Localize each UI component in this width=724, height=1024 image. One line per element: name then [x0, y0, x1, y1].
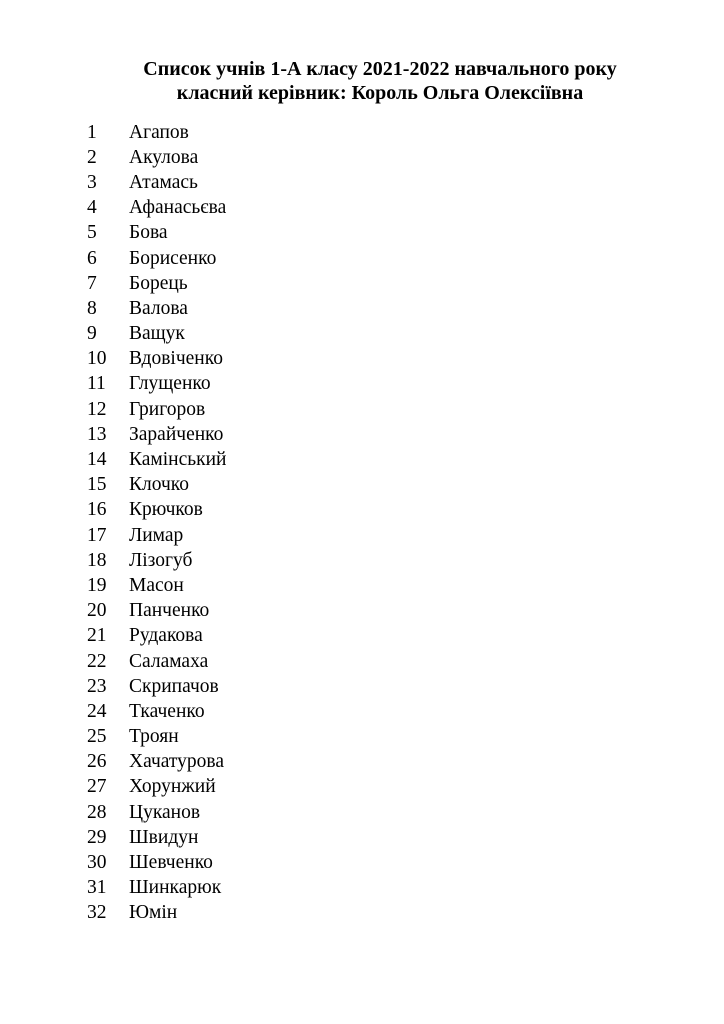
- list-item: [87, 372, 227, 397]
- list-item: [87, 145, 227, 170]
- list-item: [87, 599, 227, 624]
- row-number: 12: [87, 398, 107, 420]
- list-item: [87, 271, 227, 296]
- row-number: 25: [87, 726, 107, 748]
- list-item: [87, 674, 227, 699]
- row-number: 26: [87, 751, 107, 773]
- list-item: [87, 699, 227, 724]
- student-surname: Бова: [129, 222, 168, 244]
- student-surname: Панченко: [129, 600, 210, 622]
- student-surname: Скрипачов: [129, 675, 219, 697]
- row-number: 10: [87, 348, 107, 370]
- student-surname: Швидун: [129, 826, 199, 848]
- row-number: 17: [87, 524, 107, 546]
- row-number: 1: [87, 121, 97, 143]
- list-item: [87, 246, 227, 271]
- student-surname: Троян: [129, 726, 179, 748]
- row-number: 24: [87, 700, 107, 722]
- row-number: 16: [87, 499, 107, 521]
- row-number: 15: [87, 474, 107, 496]
- row-number: 9: [87, 323, 97, 345]
- row-number: 30: [87, 852, 107, 874]
- list-item: [87, 850, 227, 875]
- row-number: 7: [87, 272, 97, 294]
- student-surname: Цуканов: [129, 801, 201, 823]
- list-item: [87, 196, 227, 221]
- list-item: [87, 800, 227, 825]
- document-header: [110, 57, 650, 105]
- list-item: [87, 624, 227, 649]
- student-surname: Глущенко: [129, 373, 211, 395]
- document-title: Список учнів 1-А класу 2021-2022 навчального року: [143, 58, 617, 80]
- student-surname: Саламаха: [129, 650, 209, 672]
- student-surname: Ващук: [129, 323, 185, 345]
- list-item: [87, 649, 227, 674]
- list-item: [87, 397, 227, 422]
- student-surname: Юмін: [129, 902, 178, 924]
- row-number: 18: [87, 549, 107, 571]
- list-item: [87, 775, 227, 800]
- row-number: 20: [87, 600, 107, 622]
- row-number: 19: [87, 574, 107, 596]
- row-number: 11: [87, 373, 106, 395]
- row-number: 28: [87, 801, 107, 823]
- student-surname: Ткаченко: [129, 700, 205, 722]
- student-surname: Борець: [129, 272, 188, 294]
- list-item: [87, 170, 227, 195]
- document-subtitle: класний керівник: Король Ольга Олексіївна: [176, 82, 584, 104]
- list-item: [87, 573, 227, 598]
- student-surname: Хачатурова: [129, 751, 225, 773]
- list-item: [87, 498, 227, 523]
- row-number: 14: [87, 449, 107, 471]
- student-surname: Вдовіченко: [129, 348, 223, 370]
- row-number: 31: [87, 877, 107, 899]
- student-list: [87, 120, 227, 926]
- row-number: 29: [87, 826, 107, 848]
- list-item: [87, 422, 227, 447]
- list-item: [87, 901, 227, 926]
- list-item: [87, 548, 227, 573]
- student-surname: Лимар: [129, 524, 184, 546]
- student-surname: Шевченко: [129, 852, 213, 874]
- list-item: [87, 322, 227, 347]
- row-number: 4: [87, 197, 97, 219]
- row-number: 2: [87, 146, 97, 168]
- student-surname: Рудакова: [129, 625, 203, 647]
- row-number: 13: [87, 423, 107, 445]
- student-surname: Борисенко: [129, 247, 217, 269]
- student-surname: Валова: [129, 297, 188, 319]
- list-item: [87, 523, 227, 548]
- list-item: [87, 750, 227, 775]
- row-number: 32: [87, 902, 107, 924]
- student-surname: Клочко: [129, 474, 190, 496]
- student-surname: Афанасьєва: [129, 197, 227, 219]
- student-surname: Атамась: [129, 171, 198, 193]
- student-surname: Камінський: [129, 449, 227, 471]
- list-item: [87, 725, 227, 750]
- student-surname: Акулова: [129, 146, 199, 168]
- list-item: [87, 221, 227, 246]
- student-surname: Григоров: [129, 398, 206, 420]
- row-number: 6: [87, 247, 97, 269]
- row-number: 22: [87, 650, 107, 672]
- student-surname: Лізогуб: [129, 549, 193, 571]
- row-number: 27: [87, 776, 107, 798]
- list-item: [87, 120, 227, 145]
- list-item: [87, 296, 227, 321]
- row-number: 3: [87, 171, 97, 193]
- list-item: [87, 447, 227, 472]
- row-number: 5: [87, 222, 97, 244]
- student-surname: Хорунжий: [129, 776, 216, 798]
- list-item: [87, 825, 227, 850]
- student-surname: Агапов: [129, 121, 189, 143]
- student-surname: Крючков: [129, 499, 203, 521]
- list-item: [87, 473, 227, 498]
- student-surname: Шинкарюк: [129, 877, 222, 899]
- row-number: 8: [87, 297, 97, 319]
- list-item: [87, 347, 227, 372]
- row-number: 21: [87, 625, 107, 647]
- row-number: 23: [87, 675, 107, 697]
- student-surname: Масон: [129, 574, 184, 596]
- list-item: [87, 876, 227, 901]
- student-surname: Зарайченко: [129, 423, 224, 445]
